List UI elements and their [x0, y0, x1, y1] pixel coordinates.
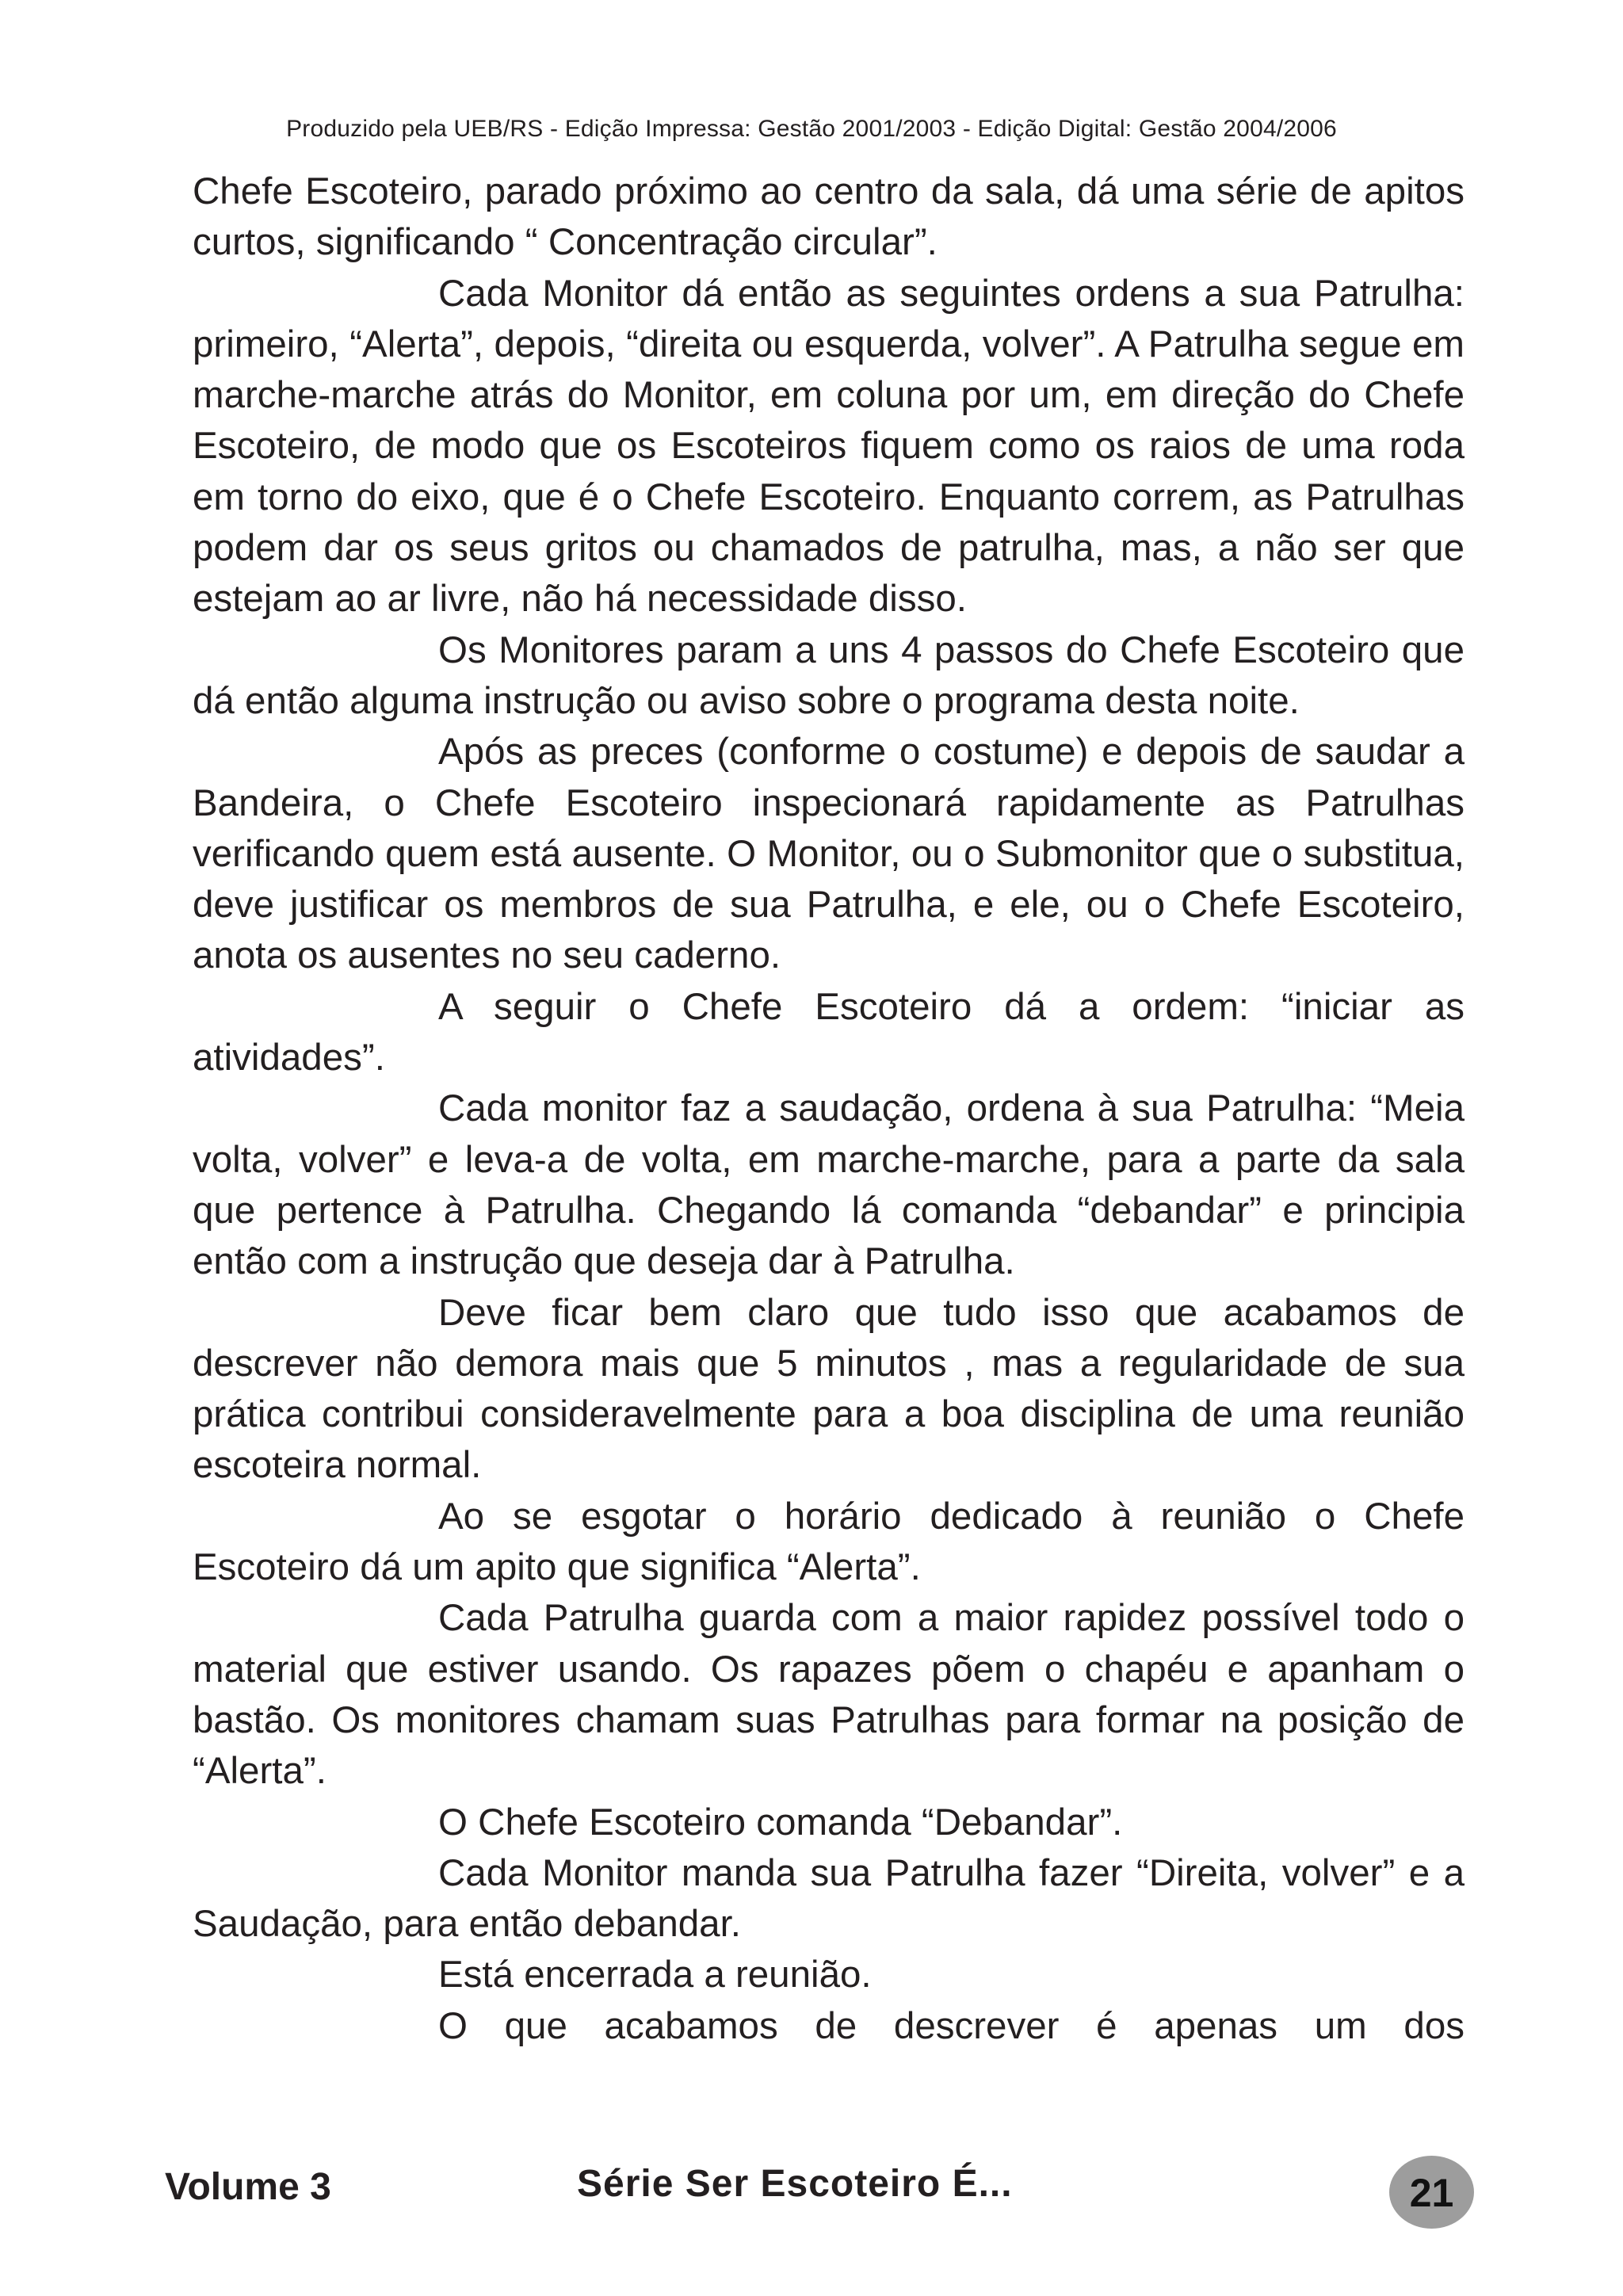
paragraph: Os Monitores param a uns 4 passos do Chefe Escoteiro que dá então alguma instrução ou aviso sobre o programa desta noite.: [193, 628, 1465, 722]
paragraph: Está encerrada a reunião.: [438, 1954, 872, 1996]
paragraph: Cada Monitor manda sua Patrulha fazer “Direita, volver” e a Saudação, para então debandar.: [193, 1851, 1465, 1946]
paragraph: O Chefe Escoteiro comanda “Debandar”.: [438, 1801, 1123, 1843]
body-text: [193, 166, 1465, 2052]
paragraph: Cada Patrulha guarda com a maior rapidez possível todo o material que estiver usando. Os rapazes põem o chapéu e apanham o bastão. Os monitores chamam suas Patrulhas para formar na posição de “Alerta”.: [193, 1597, 1465, 1793]
page-number: 21: [1409, 2171, 1454, 2215]
paragraph: Cada Monitor dá então as seguintes ordens a sua Patrulha: primeiro, “Alerta”, depois, “direita ou esquerda, volver”. A Patrulha segue em marche-marche atrás do Monitor, em coluna por um, em direção do Chefe Escoteiro, de modo que os Escoteiros fiquem como os raios de uma roda em torno do eixo, que é o Chefe Escoteiro. Enquanto correm, as Patrulhas podem dar os seus gritos ou chamados de patrulha, mas, a não ser que estejam ao ar livre, não há necessidade disso.: [193, 272, 1465, 621]
paragraph: Após as preces (conforme o costume) e depois de saudar a Bandeira, o Chefe Escoteiro inspecionará rapidamente as Patrulhas verificando quem está ausente. O Monitor, ou o Submonitor que o substitua, deve justificar os membros de sua Patrulha, e ele, ou o Chefe Escoteiro, anota os ausentes no seu caderno.: [193, 731, 1465, 977]
paragraph: Ao se esgotar o horário dedicado à reunião o Chefe Escoteiro dá um apito que significa “Alerta”.: [193, 1495, 1465, 1589]
page-footer: [0, 2156, 1623, 2219]
paragraph: A seguir o Chefe Escoteiro dá a ordem: “iniciar as atividades”.: [193, 985, 1465, 1079]
paragraph: Deve ficar bem claro que tudo isso que acabamos de descrever não demora mais que 5 minutos , mas a regularidade de sua prática contribui consideravelmente para a boa disciplina de uma reunião escoteira normal.: [193, 1291, 1465, 1487]
series-title: Série Ser Escoteiro É...: [577, 2163, 1013, 2205]
paragraph: Cada monitor faz a saudação, ordena à sua Patrulha: “Meia volta, volver” e leva-a de volta, em marche-marche, para a parte da sala que pertence à Patrulha. Chegando lá comanda “debandar” e principia então com a instrução que deseja dar à Patrulha.: [193, 1087, 1465, 1283]
page-number-badge: [1389, 2156, 1474, 2229]
volume-label: Volume 3: [165, 2166, 331, 2208]
paragraph: O que acabamos de descrever é apenas um dos: [438, 2004, 1465, 2047]
page-header: Produzido pela UEB/RS - Edição Impressa: Gestão 2001/2003 - Edição Digital: Gestão 2004/2006: [286, 116, 1337, 142]
paragraph: Chefe Escoteiro, parado próximo ao centro da sala, dá uma série de apitos curtos, significando “ Concentração circular”.: [193, 170, 1465, 264]
